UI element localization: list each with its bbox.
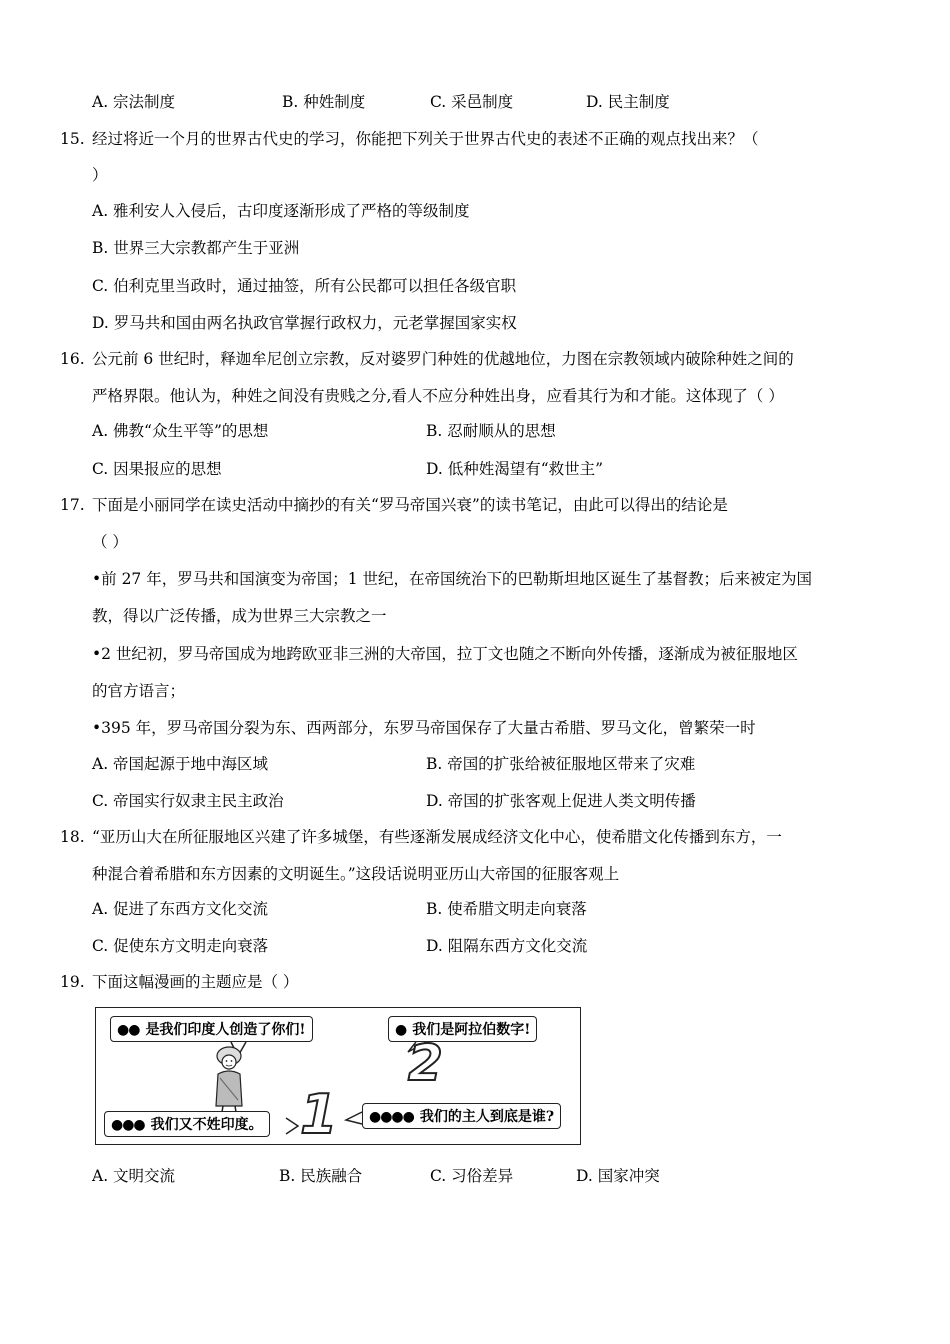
q19-option-d[interactable]: D. 国家冲突 (576, 1167, 660, 1185)
q18-stem-line2: 种混合着希腊和东方因素的文明诞生。”这段话说明亚历山大帝国的征服客观上 (92, 865, 620, 883)
bubble-2-marker: ● (395, 1022, 407, 1038)
q17-stem-line1: 下面是小丽同学在读史活动中摘抄的有关“罗马帝国兴衰”的读书笔记，由此可以得出的结论是 (92, 496, 728, 514)
q14-option-d[interactable]: D. 民主制度 (586, 93, 670, 111)
q19-number: 19. (60, 973, 85, 991)
bubble-1-marker: ●● (117, 1022, 140, 1038)
q17-note3: •395 年，罗马帝国分裂为东、西两部分，东罗马帝国保存了大量古希腊、罗马文化，曾繁荣一时 (92, 719, 756, 737)
q18-stem-line1: “亚历山大在所征服地区兴建了许多城堡，有些逐渐发展成经济文化中心，使希腊文化传播到东方，一 (92, 828, 782, 846)
speech-bubble-1-text: 是我们印度人创造了你们! (145, 1022, 306, 1038)
bubble-4-tail (346, 1112, 362, 1124)
q19-option-a[interactable]: A. 文明交流 (92, 1167, 176, 1185)
q16-stem-line1: 公元前 6 世纪时，释迦牟尼创立宗教，反对婆罗门种姓的优越地位，力图在宗教领域内破除种姓之间的 (92, 350, 794, 368)
cartoon-illustration (95, 1007, 581, 1145)
q18-option-c[interactable]: C. 促使东方文明走向衰落 (92, 937, 269, 955)
q16-option-c[interactable]: C. 因果报应的思想 (92, 460, 222, 478)
digit-two-character: 2 (408, 1034, 443, 1092)
q18-number: 18. (60, 828, 85, 846)
bubble-3-tail (286, 1118, 298, 1134)
q17-option-d[interactable]: D. 帝国的扩张客观上促进人类文明传播 (426, 792, 696, 810)
q16-option-d[interactable]: D. 低种姓渴望有“救世主” (426, 460, 604, 478)
bubble-4-marker: ●●●● (369, 1109, 414, 1125)
q17-note2-line1: •2 世纪初，罗马帝国成为地跨欧亚非三洲的大帝国，拉丁文也随之不断向外传播，逐渐成为被征服地区 (92, 645, 798, 663)
speech-bubble-2-text: 我们是阿拉伯数字! (412, 1022, 531, 1038)
q18-option-d[interactable]: D. 阻隔东西方文化交流 (426, 937, 588, 955)
indian-person-figure (208, 1044, 250, 1114)
q15-option-d[interactable]: D. 罗马共和国由两名执政官掌握行政权力，元老掌握国家实权 (92, 314, 517, 332)
q17-option-b[interactable]: B. 帝国的扩张给被征服地区带来了灾难 (426, 755, 696, 773)
q14-option-a[interactable]: A. 宗法制度 (92, 93, 176, 111)
speech-bubble-4-text: 我们的主人到底是谁? (419, 1109, 555, 1125)
q17-number: 17. (60, 496, 85, 514)
q19-option-c[interactable]: C. 习俗差异 (430, 1167, 514, 1185)
q15-stem-line1: 经过将近一个月的世界古代史的学习，你能把下列关于世界古代史的表述不正确的观点找出来？（ (92, 130, 759, 148)
q17-note2-line2: 的官方语言； (92, 682, 186, 700)
bubble-tails (96, 1008, 582, 1146)
q17-note1-line1: •前 27 年，罗马共和国演变为帝国；1 世纪，在帝国统治下的巴勒斯坦地区诞生了基督教；后来被定为国 (92, 570, 813, 588)
q16-number: 16. (60, 350, 85, 368)
q17-stem-line2: （ ） (92, 533, 128, 551)
q15-option-b[interactable]: B. 世界三大宗教都产生于亚洲 (92, 239, 300, 257)
q18-option-b[interactable]: B. 使希腊文明走向衰落 (426, 900, 587, 918)
q15-stem-line2: ） (92, 166, 108, 184)
q19-stem: 下面这幅漫画的主题应是（ ） (92, 973, 299, 991)
q16-option-a[interactable]: A. 佛教“众生平等”的思想 (92, 422, 269, 440)
q17-note1-line2: 教，得以广泛传播，成为世界三大宗教之一 (92, 607, 387, 625)
q15-option-c[interactable]: C. 伯利克里当政时，通过抽签，所有公民都可以担任各级官职 (92, 277, 517, 295)
bubble-3-marker: ●●● (111, 1117, 145, 1133)
q16-option-b[interactable]: B. 忍耐顺从的思想 (426, 422, 556, 440)
q17-option-a[interactable]: A. 帝国起源于地中海区域 (92, 755, 269, 773)
q16-stem-line2: 严格界限。他认为，种姓之间没有贵贱之分,看人不应分种姓出身，应看其行为和才能。这体现了（ ） (92, 387, 784, 405)
speech-bubble-3-text: 我们又不姓印度。 (150, 1117, 263, 1133)
q18-option-a[interactable]: A. 促进了东西方文化交流 (92, 900, 269, 918)
digit-one-character: 1 (300, 1083, 338, 1146)
q19-option-b[interactable]: B. 民族融合 (279, 1167, 363, 1185)
q15-option-a[interactable]: A. 雅利安人入侵后，古印度逐渐形成了严格的等级制度 (92, 202, 470, 220)
q17-option-c[interactable]: C. 帝国实行奴隶主民主政治 (92, 792, 284, 810)
q15-number: 15. (60, 130, 85, 148)
q14-option-c[interactable]: C. 采邑制度 (430, 93, 514, 111)
q14-option-b[interactable]: B. 种姓制度 (282, 93, 366, 111)
